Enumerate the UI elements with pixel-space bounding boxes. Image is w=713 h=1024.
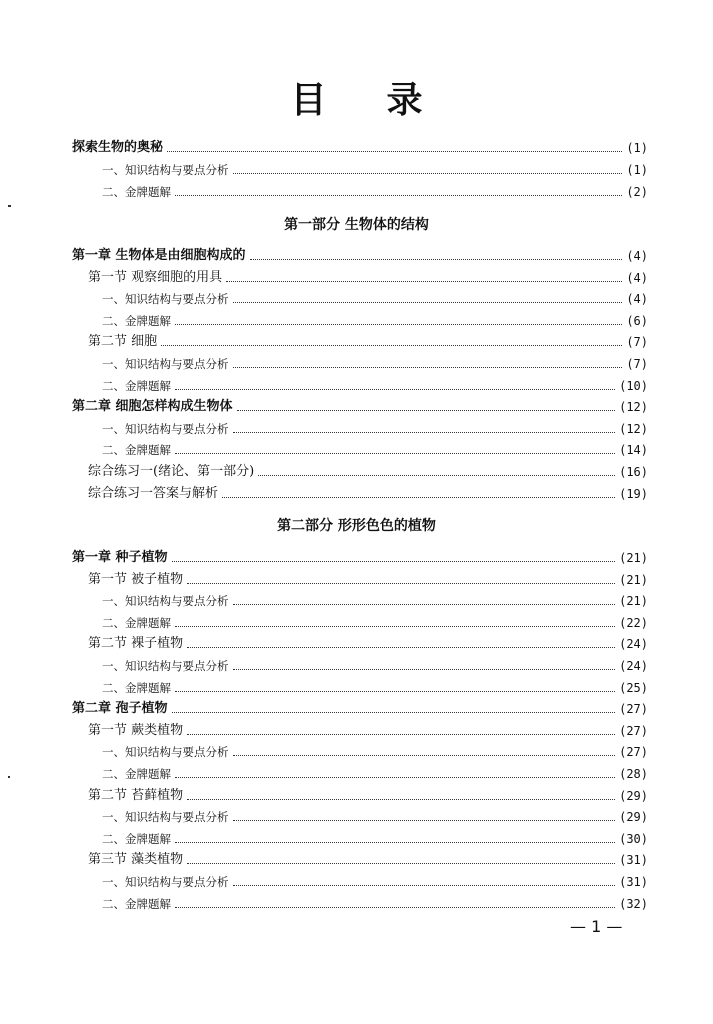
dot-leader bbox=[175, 449, 615, 454]
dot-leader bbox=[175, 687, 615, 692]
dot-leader bbox=[167, 147, 622, 152]
dot-leader bbox=[175, 903, 615, 908]
toc-entry-page: (12) bbox=[619, 400, 648, 415]
toc-entry bbox=[102, 589, 648, 609]
scan-speck bbox=[8, 205, 11, 207]
toc-entry bbox=[102, 374, 648, 394]
dot-leader bbox=[187, 795, 615, 800]
toc-entry-page: (25) bbox=[619, 680, 648, 695]
dot-leader bbox=[161, 341, 622, 346]
dot-leader bbox=[258, 471, 615, 476]
dot-leader bbox=[175, 622, 615, 627]
dot-leader bbox=[175, 838, 615, 843]
toc-entry-label: 二、金牌题解 bbox=[102, 378, 171, 393]
toc-entry-label: 二、金牌题解 bbox=[102, 680, 171, 695]
toc-entry bbox=[72, 244, 648, 264]
toc-entry-label: 一、知识结构与要点分析 bbox=[102, 163, 229, 177]
toc-entry-page: (29) bbox=[619, 810, 648, 825]
dot-leader bbox=[175, 320, 622, 325]
toc-entry bbox=[72, 395, 648, 415]
toc-entry-page: (28) bbox=[619, 767, 648, 781]
title-char-1: 目 bbox=[290, 80, 327, 121]
toc-entry bbox=[72, 136, 648, 156]
part-heading: 第一部分 生物体的结构 bbox=[284, 217, 429, 233]
toc-entry-page: (27) bbox=[619, 745, 648, 760]
toc-entry-page: (2) bbox=[626, 185, 648, 199]
dot-leader bbox=[233, 169, 623, 174]
toc-entry bbox=[102, 892, 648, 912]
toc-entry-page: (29) bbox=[619, 788, 648, 803]
toc-entry-label: 一、知识结构与要点分析 bbox=[102, 357, 229, 371]
toc-entry bbox=[102, 158, 648, 178]
dot-leader bbox=[172, 557, 616, 562]
toc-entry-label: 一、知识结构与要点分析 bbox=[102, 875, 229, 889]
dot-leader bbox=[222, 493, 615, 498]
toc-entry-label: 一、知识结构与要点分析 bbox=[102, 810, 229, 825]
toc-entry-page: (27) bbox=[619, 723, 648, 738]
page-number-footer: — 1 — bbox=[570, 917, 623, 936]
toc-entry-page: (4) bbox=[626, 249, 648, 263]
dot-leader bbox=[233, 600, 616, 605]
dot-leader bbox=[175, 385, 615, 390]
toc-entry bbox=[102, 287, 648, 307]
toc-entry-label: 二、金牌题解 bbox=[102, 313, 171, 328]
toc-entry bbox=[102, 805, 648, 825]
toc-entry bbox=[88, 568, 648, 588]
toc-entry bbox=[88, 482, 648, 502]
dot-leader bbox=[233, 881, 616, 886]
toc-entry bbox=[102, 438, 648, 458]
toc-entry-page: (14) bbox=[619, 443, 648, 458]
toc-entry-page: (4) bbox=[626, 270, 648, 285]
toc-entry bbox=[88, 848, 648, 868]
toc-entry-page: (24) bbox=[619, 659, 648, 673]
toc-entry-page: (12) bbox=[619, 421, 648, 436]
toc-entry-page: (30) bbox=[619, 831, 648, 846]
toc-entry-label: 第一节 蕨类植物 bbox=[88, 722, 184, 738]
toc-entry-page: (1) bbox=[626, 141, 648, 155]
toc-entry-label: 综合练习一(绪论、第一部分) bbox=[88, 464, 255, 479]
toc-entry bbox=[102, 870, 648, 890]
toc-entry-page: (21) bbox=[619, 594, 648, 609]
part-heading: 第二部分 形形色色的植物 bbox=[277, 518, 436, 534]
dot-leader bbox=[233, 363, 623, 368]
dot-leader bbox=[226, 277, 622, 282]
dot-leader bbox=[233, 665, 616, 670]
dot-leader bbox=[233, 428, 616, 433]
toc-entry-label: 第二节 苔藓植物 bbox=[88, 787, 184, 803]
toc-entry-page: (24) bbox=[619, 637, 648, 652]
title-char-2: 录 bbox=[386, 80, 423, 121]
dot-leader bbox=[187, 579, 615, 584]
toc-entry-label: 一、知识结构与要点分析 bbox=[102, 659, 229, 673]
toc-entry-page: (16) bbox=[619, 465, 648, 479]
toc-entry bbox=[102, 611, 648, 631]
dot-leader bbox=[175, 191, 622, 196]
toc-entry-page: (4) bbox=[626, 292, 648, 307]
toc-entry-label: 一、知识结构与要点分析 bbox=[102, 421, 229, 436]
toc-entry-page: (7) bbox=[626, 335, 648, 350]
toc-entry-page: (21) bbox=[619, 572, 648, 587]
toc-entry-page: (7) bbox=[626, 357, 648, 371]
toc-entry-label: 二、金牌题解 bbox=[102, 615, 171, 630]
toc-entry bbox=[102, 309, 648, 329]
dot-leader bbox=[250, 255, 623, 260]
toc-entry bbox=[88, 266, 648, 286]
toc-entry-label: 一、知识结构与要点分析 bbox=[102, 292, 229, 307]
toc-entry bbox=[102, 676, 648, 696]
toc-entry bbox=[102, 654, 648, 674]
toc-entry bbox=[102, 827, 648, 847]
toc-entry-label: 二、金牌题解 bbox=[102, 443, 171, 458]
toc-entry bbox=[88, 632, 648, 652]
toc-entry-label: 二、金牌题解 bbox=[102, 896, 171, 911]
toc-entry-label: 第二节 细胞 bbox=[88, 334, 158, 350]
page-title bbox=[0, 72, 713, 123]
toc-entry-label: 二、金牌题解 bbox=[102, 831, 171, 846]
dot-leader bbox=[172, 708, 616, 713]
toc-entry bbox=[88, 784, 648, 804]
toc-entry-label: 第三节 藻类植物 bbox=[88, 852, 184, 868]
toc-entry-label: 第一节 被子植物 bbox=[88, 571, 184, 587]
toc-entry-label: 第二章 孢子植物 bbox=[72, 701, 168, 717]
scan-speck bbox=[8, 776, 10, 778]
toc-entry-label: 第一节 观察细胞的用具 bbox=[88, 269, 223, 285]
toc-entry-page: (10) bbox=[619, 378, 648, 393]
toc-entry-label: 第二节 裸子植物 bbox=[88, 636, 184, 652]
toc-entry-label: 综合练习一答案与解析 bbox=[88, 485, 219, 501]
dot-leader bbox=[233, 816, 616, 821]
dot-leader bbox=[175, 773, 615, 778]
toc-entry-label: 二、金牌题解 bbox=[102, 767, 171, 781]
toc-entry bbox=[72, 697, 648, 717]
toc-entry-page: (32) bbox=[619, 896, 648, 911]
toc-entry bbox=[88, 460, 648, 480]
toc-entry-label: 第一章 种子植物 bbox=[72, 550, 168, 565]
toc-entry bbox=[102, 417, 648, 437]
toc-entry-label: 第二章 细胞怎样构成生物体 bbox=[72, 399, 233, 415]
toc-entry bbox=[72, 546, 648, 566]
toc-entry-page: (1) bbox=[626, 163, 648, 177]
toc-entry-page: (27) bbox=[619, 702, 648, 717]
toc-entry-page: (22) bbox=[619, 615, 648, 630]
toc-entry bbox=[88, 330, 648, 350]
toc-entry bbox=[102, 180, 648, 200]
toc-entry-label: 探索生物的奥秘 bbox=[72, 140, 164, 155]
toc-entry-page: (19) bbox=[619, 486, 648, 501]
dot-leader bbox=[233, 751, 616, 756]
dot-leader bbox=[237, 406, 616, 411]
toc-entry bbox=[102, 740, 648, 760]
toc-entry bbox=[102, 352, 648, 372]
toc-entry-label: 第一章 生物体是由细胞构成的 bbox=[72, 248, 246, 263]
dot-leader bbox=[187, 730, 615, 735]
toc-entry-label: 一、知识结构与要点分析 bbox=[102, 594, 229, 609]
toc-entry bbox=[102, 762, 648, 782]
toc-entry-label: 二、金牌题解 bbox=[102, 185, 171, 199]
dot-leader bbox=[187, 859, 615, 864]
toc-entry bbox=[88, 719, 648, 739]
toc-entry-page: (6) bbox=[626, 313, 648, 328]
toc-entry-page: (31) bbox=[619, 853, 648, 868]
dot-leader bbox=[233, 298, 623, 303]
toc-entry-page: (31) bbox=[619, 875, 648, 889]
toc-entry-label: 一、知识结构与要点分析 bbox=[102, 745, 229, 760]
dot-leader bbox=[187, 643, 615, 648]
toc-entry-page: (21) bbox=[619, 551, 648, 565]
